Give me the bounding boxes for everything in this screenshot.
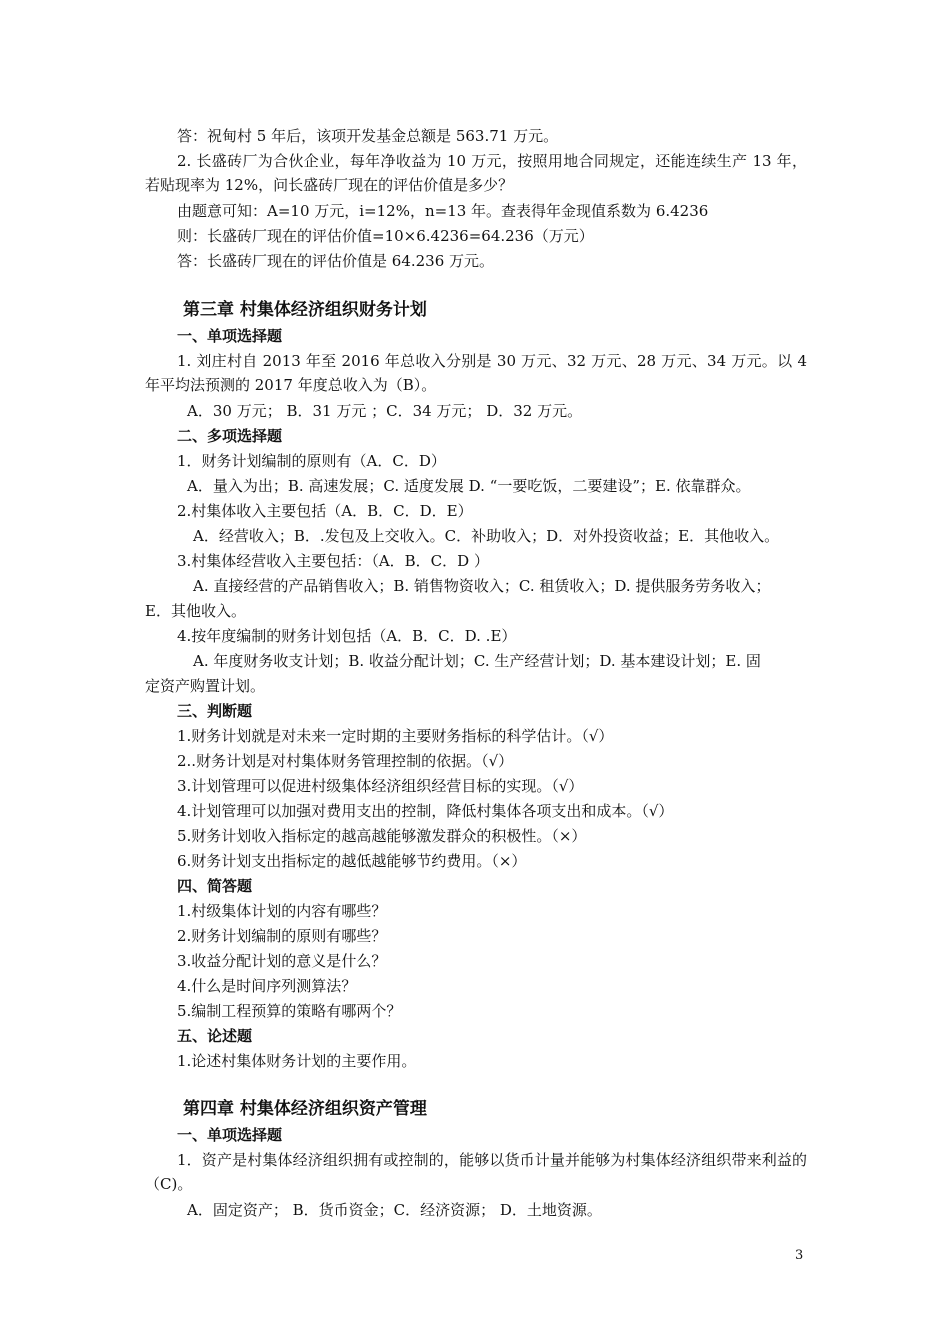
question-2: 2. 长盛砖厂为合伙企业，每年净收益为 10 万元，按照用地合同规定，还能连续生产 13 年，若贴现率为 12%，问长盛砖厂现在的评估价值是多少？	[145, 152, 807, 194]
section-heading: 一、单项选择题	[177, 327, 283, 345]
calc-line: 则：长盛砖厂现在的评估价值=10×6.4236=64.236（万元）	[177, 227, 594, 245]
judgement-item: 3.计划管理可以促进村级集体经济组织经营目标的实现。（√）	[177, 777, 584, 795]
section-heading: 五、论述题	[177, 1027, 253, 1045]
short-answer-item: 2.财务计划编制的原则有哪些？	[177, 927, 387, 945]
multi-choice-q3-options-cont: E．其他收入。	[145, 602, 246, 620]
multi-choice-q2: 2.村集体收入主要包括（A．B．C．D．E）	[177, 502, 473, 520]
chapter-3-title: 第三章 村集体经济组织财务计划	[183, 300, 427, 320]
answer-line-2: 答：长盛砖厂现在的评估价值是 64.236 万元。	[177, 252, 495, 270]
single-choice-q1: 1. 刘庄村自 2013 年至 2016 年总收入分别是 30 万元、32 万元、28 万元、34 万元。以 4 年平均法预测的 2017 年度总收入为（B）。	[145, 352, 807, 394]
multi-choice-q4-options-cont: 定资产购置计划。	[145, 677, 266, 695]
multi-choice-q4-options: A. 年度财务收支计划；B. 收益分配计划；C. 生产经营计划；D. 基本建设计划；E. 固	[193, 652, 761, 670]
section-heading: 一、单项选择题	[177, 1126, 283, 1144]
section-heading: 三、判断题	[177, 702, 253, 720]
multi-choice-q1: 1．财务计划编制的原则有（A．C．D）	[177, 452, 446, 470]
single-choice-q1: 1．资产是村集体经济组织拥有或控制的，能够以货币计量并能够为村集体经济组织带来利益的（C)。	[145, 1151, 807, 1193]
single-choice-q1-options: A．固定资产； B．货币资金；C．经济资源； D．土地资源。	[187, 1201, 602, 1219]
section-heading: 四、简答题	[177, 877, 253, 895]
judgement-item: 4.计划管理可以加强对费用支出的控制，降低村集体各项支出和成本。（√）	[177, 802, 674, 820]
chapter-4-title: 第四章 村集体经济组织资产管理	[183, 1099, 427, 1119]
answer-line: 答：祝甸村 5 年后，该项开发基金总额是 563.71 万元。	[177, 127, 559, 145]
page-number: 3	[795, 1248, 804, 1263]
multi-choice-q3: 3.村集体经营收入主要包括：（A．B．C．D ）	[177, 552, 489, 570]
multi-choice-q1-options: A．量入为出；B. 高速发展；C. 适度发展 D. “一要吃饭，二要建设”；E. 依靠群众。	[187, 477, 751, 495]
short-answer-item: 4.什么是时间序列测算法？	[177, 977, 357, 995]
section-heading: 二、多项选择题	[177, 427, 283, 445]
multi-choice-q4: 4.按年度编制的财务计划包括（A．B．C．D. .E）	[177, 627, 517, 645]
judgement-item: 1.财务计划就是对未来一定时期的主要财务指标的科学估计。（√）	[177, 727, 614, 745]
given-line: 由题意可知：A=10 万元，i=12%，n=13 年。查表得年金现值系数为 6.4236	[177, 202, 709, 220]
judgement-item: 6.财务计划支出指标定的越低越能够节约费用。（×）	[177, 852, 527, 870]
single-choice-q1-options: A．30 万元； B．31 万元 ；C．34 万元； D．32 万元。	[187, 402, 583, 420]
short-answer-item: 3.收益分配计划的意义是什么？	[177, 952, 387, 970]
judgement-item: 5.财务计划收入指标定的越高越能够激发群众的积极性。（×）	[177, 827, 587, 845]
multi-choice-q3-options: A. 直接经营的产品销售收入；B. 销售物资收入；C. 租赁收入；D. 提供服务劳务收入；	[193, 577, 771, 595]
short-answer-item: 1.村级集体计划的内容有哪些？	[177, 902, 387, 920]
multi-choice-q2-options: A．经营收入；B．.发包及上交收入。C．补助收入；D．对外投资收益；E．其他收入。	[193, 527, 780, 545]
judgement-item: 2..财务计划是对村集体财务管理控制的依据。（√）	[177, 752, 514, 770]
short-answer-item: 5.编制工程预算的策略有哪两个？	[177, 1002, 402, 1020]
essay-item: 1.论述村集体财务计划的主要作用。	[177, 1052, 417, 1070]
